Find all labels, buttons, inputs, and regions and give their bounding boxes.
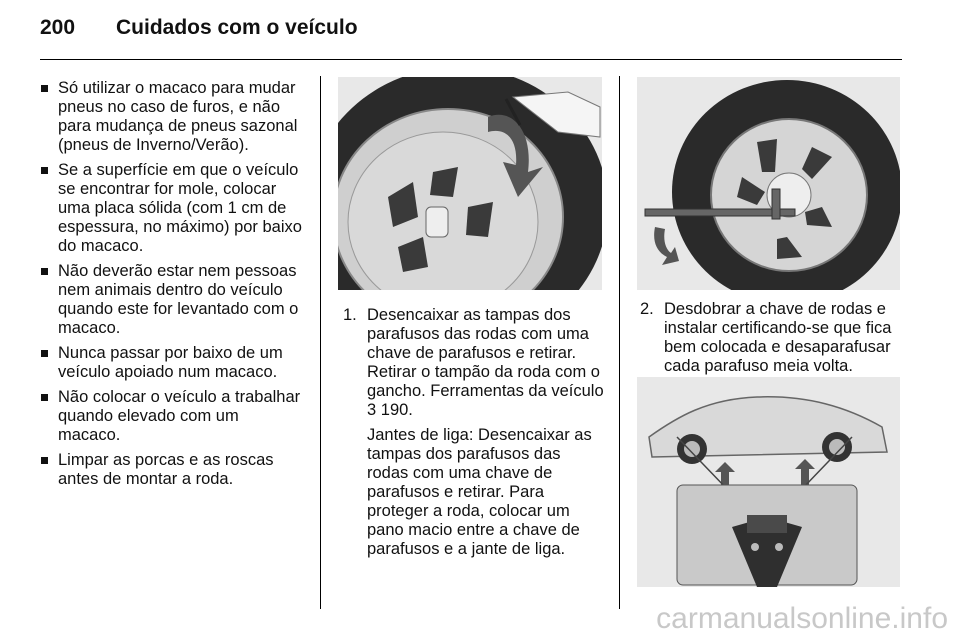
bullet-item: Nunca passar por baixo de um veículo apoiado num macaco.	[40, 344, 305, 382]
header-divider	[40, 59, 902, 60]
watermark: carmanualsonline.info	[656, 602, 948, 635]
section-title: Cuidados com o veículo	[116, 16, 358, 39]
step-subtext: Jantes de liga: Desencaixar as tampas dos parafusos das rodas com uma chave de parafusos e retirar. Para proteger a roda, colocar um pano macio entre a chave de parafusos e a jante de liga.	[367, 426, 592, 558]
wheel-cover-removal-illustration	[338, 77, 602, 290]
column-divider	[619, 76, 620, 609]
bullet-item: Não colocar o veículo a trabalhar quando elevado com um macaco.	[40, 388, 305, 445]
bullet-item: Limpar as porcas e as roscas antes de montar a roda.	[40, 451, 305, 489]
step-number: 2.	[640, 300, 654, 318]
step-text: Desdobrar a chave de rodas e instalar certificando-se que fica bem colocada e desaparafusar cada parafuso meia volta.	[664, 300, 892, 375]
wheel-wrench-illustration	[637, 77, 900, 290]
column-divider	[320, 76, 321, 609]
step-text: Desencaixar as tampas dos parafusos das rodas com uma chave de parafusos e retirar. Retirar o tampão da roda com o gancho. Ferramentas da veículo	[367, 306, 604, 400]
page-header	[40, 16, 910, 56]
step-number: 1.	[343, 306, 357, 324]
bullet-item: Não deverão estar nem pessoas nem animais dentro do veículo quando este for levantado com o macaco.	[40, 262, 305, 338]
bullet-item: Só utilizar o macaco para mudar pneus no caso de furos, e não para mudança de pneus sazonal (pneus de Inverno/Verão).	[40, 79, 305, 155]
bullet-item: Se a superfície em que o veículo se encontrar for mole, colocar uma placa sólida (com 1 cm de espessura, no máximo) por baixo do macaco.	[40, 161, 305, 256]
page-number: 200	[40, 16, 76, 39]
reference-arrow-icon: 3	[367, 401, 377, 419]
step-1	[343, 306, 605, 559]
step-2	[640, 300, 902, 376]
safety-bullet-list	[40, 79, 305, 495]
jack-position-illustration	[637, 377, 900, 587]
page-reference-link[interactable]: 190.	[380, 401, 413, 419]
